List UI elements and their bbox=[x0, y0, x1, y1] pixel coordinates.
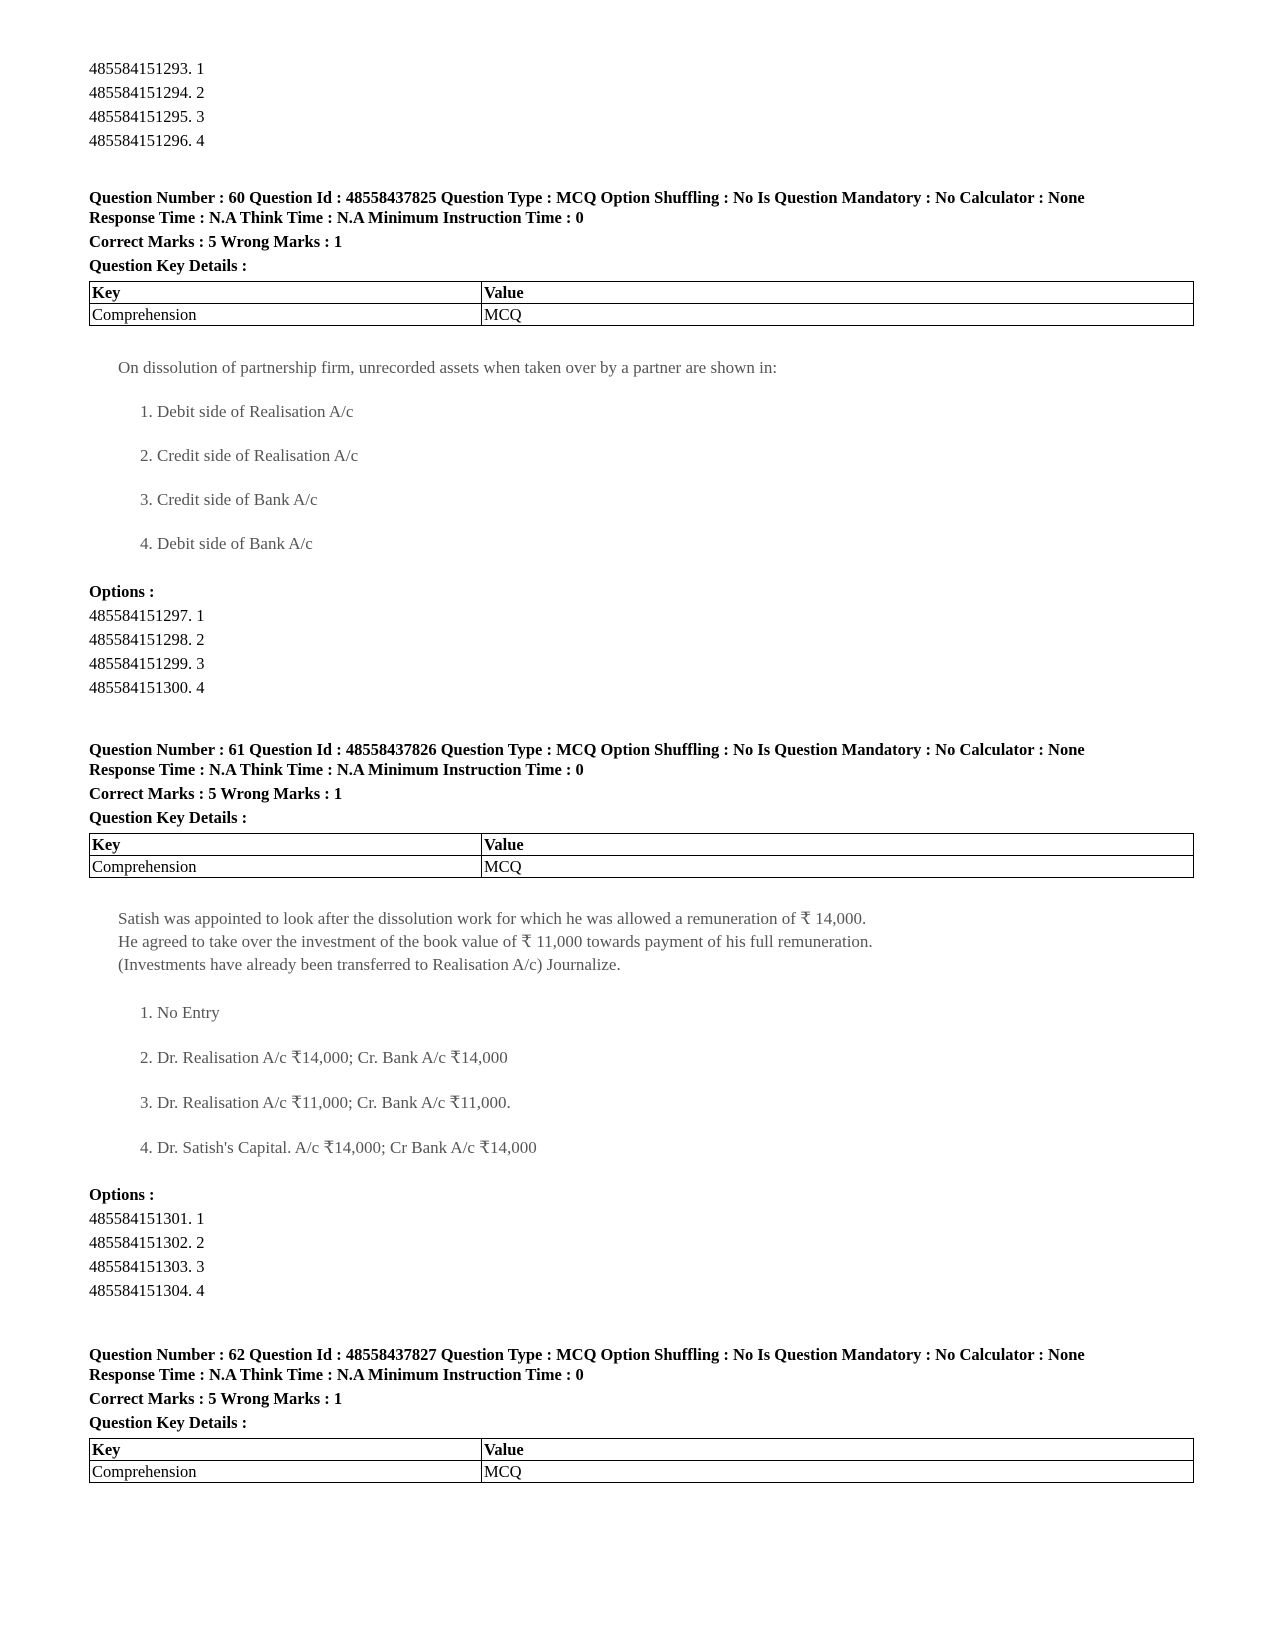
choice-3: 3. Dr. Realisation A/c ₹11,000; Cr. Bank A/c ₹11,000. bbox=[140, 1093, 511, 1112]
option-id: 485584151304. 4 bbox=[89, 1281, 205, 1300]
question-61-options bbox=[89, 1183, 205, 1303]
table-row bbox=[90, 856, 1194, 878]
choice-2: 2. Credit side of Realisation A/c bbox=[140, 446, 359, 465]
options-label: Options : bbox=[89, 1185, 155, 1204]
value-header-cell: Value bbox=[482, 282, 1194, 304]
question-stem-line: (Investments have already been transferred to Realisation A/c) Journalize. bbox=[118, 955, 621, 974]
question-62-header bbox=[89, 1345, 1085, 1385]
choice-4: 4. Debit side of Bank A/c bbox=[140, 534, 313, 553]
choice-3: 3. Credit side of Bank A/c bbox=[140, 490, 318, 509]
question-meta-line-1: Question Number : 62 Question Id : 48558437827 Question Type : MCQ Option Shuffling : No Is Question Mandatory : No Calculator : None bbox=[89, 1345, 1085, 1364]
option-id: 485584151295. 3 bbox=[89, 107, 205, 126]
option-id: 485584151302. 2 bbox=[89, 1233, 205, 1252]
value-cell: MCQ bbox=[482, 856, 1194, 878]
choice-1: 1. No Entry bbox=[140, 1003, 220, 1022]
choice-1: 1. Debit side of Realisation A/c bbox=[140, 402, 354, 421]
option-id: 485584151293. 1 bbox=[89, 59, 205, 78]
value-header-cell: Value bbox=[482, 834, 1194, 856]
option-id: 485584151297. 1 bbox=[89, 606, 205, 625]
key-header-cell: Key bbox=[90, 1439, 482, 1461]
options-label: Options : bbox=[89, 582, 155, 601]
question-60-key-details-label: Question Key Details : bbox=[89, 256, 248, 275]
question-meta-line-2: Response Time : N.A Think Time : N.A Minimum Instruction Time : 0 bbox=[89, 760, 584, 779]
key-cell: Comprehension bbox=[90, 1461, 482, 1483]
table-header-row bbox=[90, 1439, 1194, 1461]
question-stem: On dissolution of partnership firm, unrecorded assets when taken over by a partner are shown in: bbox=[118, 358, 778, 377]
value-header-cell: Value bbox=[482, 1439, 1194, 1461]
question-61-header bbox=[89, 740, 1085, 780]
option-id: 485584151299. 3 bbox=[89, 654, 205, 673]
key-cell: Comprehension bbox=[90, 856, 482, 878]
question-meta-line-2: Response Time : N.A Think Time : N.A Minimum Instruction Time : 0 bbox=[89, 1365, 584, 1384]
question-meta-line-2: Response Time : N.A Think Time : N.A Minimum Instruction Time : 0 bbox=[89, 208, 584, 227]
key-header-cell: Key bbox=[90, 282, 482, 304]
choice-2: 2. Dr. Realisation A/c ₹14,000; Cr. Bank A/c ₹14,000 bbox=[140, 1048, 508, 1067]
question-61-image bbox=[118, 907, 1018, 1157]
table-row bbox=[90, 304, 1194, 326]
question-62-key-table bbox=[89, 1438, 1194, 1483]
table-header-row bbox=[90, 834, 1194, 856]
question-62-key-details-label: Question Key Details : bbox=[89, 1413, 248, 1432]
question-stem-line: Satish was appointed to look after the dissolution work for which he was allowed a remuneration of ₹ 14,000. bbox=[118, 909, 867, 928]
previous-question-options bbox=[89, 57, 205, 153]
question-61-key-details-label: Question Key Details : bbox=[89, 808, 248, 827]
question-meta-line-1: Question Number : 61 Question Id : 48558437826 Question Type : MCQ Option Shuffling : No Is Question Mandatory : No Calculator : None bbox=[89, 740, 1085, 759]
question-60-key-table bbox=[89, 281, 1194, 326]
table-row bbox=[90, 1461, 1194, 1483]
choice-4: 4. Dr. Satish's Capital. A/c ₹14,000; Cr Bank A/c ₹14,000 bbox=[140, 1138, 537, 1157]
question-60-marks: Correct Marks : 5 Wrong Marks : 1 bbox=[89, 232, 343, 251]
key-header-cell: Key bbox=[90, 834, 482, 856]
table-header-row bbox=[90, 282, 1194, 304]
question-62-marks: Correct Marks : 5 Wrong Marks : 1 bbox=[89, 1389, 343, 1408]
value-cell: MCQ bbox=[482, 1461, 1194, 1483]
question-61-marks: Correct Marks : 5 Wrong Marks : 1 bbox=[89, 784, 343, 803]
question-meta-line-1: Question Number : 60 Question Id : 48558437825 Question Type : MCQ Option Shuffling : No Is Question Mandatory : No Calculator : None bbox=[89, 188, 1085, 207]
question-60-options bbox=[89, 580, 205, 700]
key-cell: Comprehension bbox=[90, 304, 482, 326]
option-id: 485584151303. 3 bbox=[89, 1257, 205, 1276]
option-id: 485584151301. 1 bbox=[89, 1209, 205, 1228]
option-id: 485584151298. 2 bbox=[89, 630, 205, 649]
option-id: 485584151296. 4 bbox=[89, 131, 205, 150]
question-60-image bbox=[118, 356, 1018, 556]
option-id: 485584151300. 4 bbox=[89, 678, 205, 697]
value-cell: MCQ bbox=[482, 304, 1194, 326]
question-60-header bbox=[89, 188, 1085, 228]
question-stem-line: He agreed to take over the investment of the book value of ₹ 11,000 towards payment of his full remuneration. bbox=[118, 932, 873, 951]
option-id: 485584151294. 2 bbox=[89, 83, 205, 102]
question-61-key-table bbox=[89, 833, 1194, 878]
